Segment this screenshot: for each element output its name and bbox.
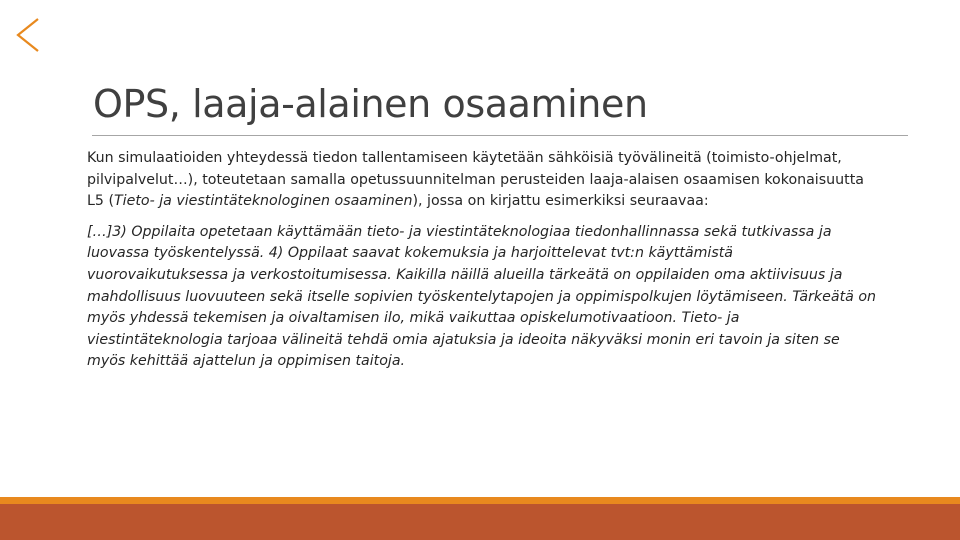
intro-text-after: ), jossa on kirjattu esimerkiksi seuraavaa: (412, 193, 709, 210)
intro-paragraph (87, 148, 877, 213)
slide-title: OPS, laaja-alainen osaaminen (93, 82, 648, 126)
intro-text-italic: Tieto- ja viestintäteknologinen osaaminen (113, 193, 413, 210)
intro-text-before: Kun simulaatioiden yhteydessä tiedon tallentamiseen käytetään sähköisiä työvälineitä (toimisto-ohjelmat, pilvipalvelut…), toteutetaan samalla opetussuunnitelman perusteiden laaja-alaisen osaamisen kokonaisuutta L5 ( (87, 150, 864, 210)
quote-paragraph (87, 222, 877, 373)
slide-body (87, 148, 877, 373)
quote-text: 3) Oppilaita opetetaan käyttämään tieto- ja viestintäteknologiaa tiedonhallinnassa sekä tutkivassa ja luovassa työskentelyssä. 4) Oppilaat saavat kokemuksia ja harjoittelevat tvt:n käyttämistä vuorovaikutuksessa ja verkostoitumisessa. Kaikilla näillä alueilla tärkeätä on oppilaiden oma aktiivisuus ja mahdollisuus luovuuteen sekä itselle sopivien työskentelytapojen ja oppimispolkujen löytämiseen. Tärkeätä on myös yhdessä tekemisen ja oivaltamisen ilo, mikä vaikuttaa opiskelumotivaatioon. Tieto- ja viestintäteknologia tarjoaa välineitä tehdä omia ajatuksia ja ideoita näkyväksi monin eri tavoin ja siten se myös kehittää ajattelun ja oppimisen taitoja. (87, 223, 877, 370)
quote-prefix: […] (87, 223, 113, 240)
footer-band (0, 504, 960, 540)
footer-accent-stripe (0, 497, 960, 504)
title-divider (92, 135, 908, 136)
chevron-left-icon (12, 17, 42, 53)
